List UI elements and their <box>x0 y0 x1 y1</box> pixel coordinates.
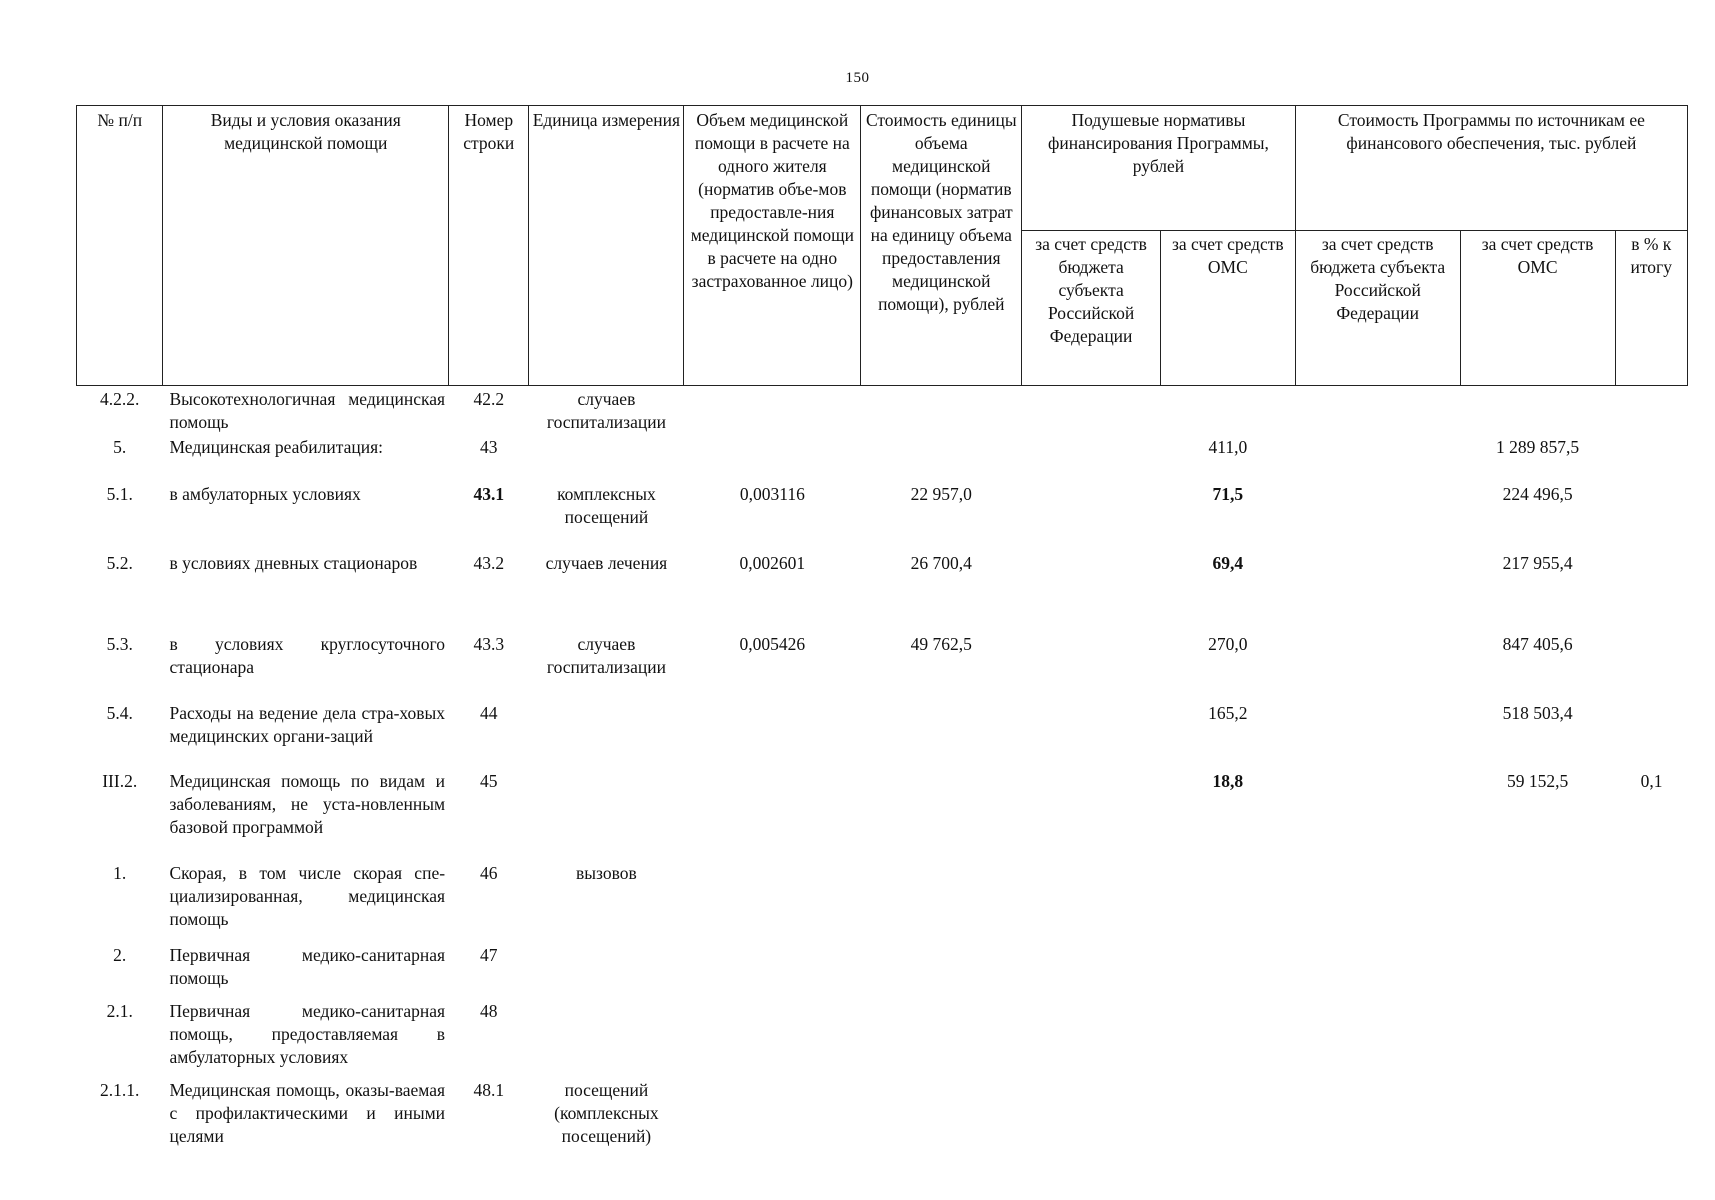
header-cost-oms: за счет средств ОМС <box>1460 231 1615 386</box>
row-line: 43.1 <box>473 484 505 504</box>
row-cost <box>861 860 1022 942</box>
row-line: 46 <box>480 863 498 883</box>
row-pc-budget <box>1022 998 1161 1077</box>
table-row <box>77 700 1688 768</box>
row-cost <box>861 942 1022 998</box>
row-pc-budget <box>1022 1077 1161 1152</box>
table-header <box>77 106 1688 386</box>
row-cost: 49 762,5 <box>910 634 972 654</box>
table-row <box>77 860 1688 942</box>
row-name: в амбулаторных условиях <box>169 484 361 504</box>
row-percent <box>1615 998 1688 1077</box>
row-c-budget <box>1295 481 1460 550</box>
row-pc-budget <box>1022 631 1161 700</box>
header-per-capita-budget: за счет средств бюджета субъекта Российской Федерации <box>1022 231 1161 386</box>
row-c-budget <box>1295 550 1460 631</box>
row-cost: 26 700,4 <box>910 553 972 573</box>
row-c-oms <box>1460 1077 1615 1152</box>
row-c-oms: 217 955,4 <box>1502 553 1573 573</box>
row-percent <box>1615 631 1688 700</box>
row-percent <box>1615 434 1688 481</box>
row-num: 5.4. <box>106 703 133 723</box>
program-cost-table <box>76 105 1688 1152</box>
table-row <box>77 768 1688 860</box>
row-line: 43.2 <box>473 553 505 573</box>
row-percent: 0,1 <box>1640 771 1663 791</box>
row-percent <box>1615 550 1688 631</box>
row-volume <box>684 768 861 860</box>
row-volume <box>684 434 861 481</box>
table-body <box>77 386 1688 1153</box>
row-cost <box>861 434 1022 481</box>
row-unit: случаев госпитализации <box>546 634 666 677</box>
row-name: Расходы на ведение дела стра-ховых медицинских органи-заций <box>169 703 446 746</box>
table-row <box>77 434 1688 481</box>
row-name: Скорая, в том числе скорая спе-циализированная, медицинская помощь <box>169 863 446 929</box>
row-c-oms: 1 289 857,5 <box>1496 437 1580 457</box>
row-pc-oms <box>1160 942 1295 998</box>
row-line: 47 <box>480 945 498 965</box>
row-line: 48 <box>480 1001 498 1021</box>
row-volume <box>684 700 861 768</box>
row-unit: посещений (комплексных посещений) <box>554 1080 659 1146</box>
row-pc-budget <box>1022 700 1161 768</box>
row-num: 2.1. <box>106 1001 133 1021</box>
table-row <box>77 386 1688 435</box>
row-name: Медицинская помощь, оказы-ваемая с профилактическими и иными целями <box>169 1080 446 1146</box>
header-program-cost-group: Стоимость Программы по источникам ее финансового обеспечения, тыс. рублей <box>1295 106 1687 231</box>
row-line: 48.1 <box>473 1080 505 1100</box>
row-num: 5.3. <box>106 634 133 654</box>
row-cost <box>861 386 1022 435</box>
row-c-budget <box>1295 998 1460 1077</box>
header-cost-budget: за счет средств бюджета субъекта Российской Федерации <box>1295 231 1460 386</box>
row-line: 42.2 <box>473 389 505 409</box>
page-number: 150 <box>845 70 870 86</box>
row-c-budget <box>1295 1077 1460 1152</box>
row-cost <box>861 768 1022 860</box>
row-unit: комплексных посещений <box>557 484 656 527</box>
header-line: Номер строки <box>449 106 529 386</box>
row-pc-oms <box>1160 998 1295 1077</box>
row-c-budget <box>1295 768 1460 860</box>
row-num: 2.1.1. <box>100 1080 140 1100</box>
row-unit <box>529 998 684 1077</box>
header-per-capita-group: Подушевые нормативы финансирования Программы, рублей <box>1022 106 1296 231</box>
row-num: 5.2. <box>106 553 133 573</box>
row-percent <box>1615 860 1688 942</box>
row-c-oms: 59 152,5 <box>1506 771 1569 791</box>
header-cost: Стоимость единицы объема медицинской помощи (норматив финансовых затрат на единицу объема предоставления медицинской помощи), рублей <box>861 106 1022 386</box>
row-cost <box>861 998 1022 1077</box>
row-name: Первичная медико-санитарная помощь, предоставляемая в амбулаторных условиях <box>169 1001 446 1067</box>
row-unit: вызовов <box>576 863 637 883</box>
row-num: 4.2.2. <box>100 389 140 409</box>
row-volume <box>684 860 861 942</box>
row-percent <box>1615 386 1688 435</box>
row-pc-budget <box>1022 768 1161 860</box>
row-num: 5. <box>113 437 127 457</box>
row-num: III.2. <box>102 771 138 791</box>
row-line: 45 <box>480 771 498 791</box>
row-pc-budget <box>1022 860 1161 942</box>
row-pc-budget <box>1022 386 1161 435</box>
row-volume: 0,003116 <box>739 484 805 504</box>
row-unit <box>529 942 684 998</box>
row-line: 43.3 <box>473 634 505 654</box>
row-pc-oms <box>1160 386 1295 435</box>
row-c-oms: 847 405,6 <box>1502 634 1573 654</box>
row-pc-budget <box>1022 434 1161 481</box>
table-row <box>77 481 1688 550</box>
row-c-budget <box>1295 860 1460 942</box>
row-c-oms: 518 503,4 <box>1502 703 1573 723</box>
row-pc-oms <box>1160 860 1295 942</box>
row-num: 2. <box>113 945 127 965</box>
row-volume <box>684 1077 861 1152</box>
row-unit: случаев госпитализации <box>546 389 666 432</box>
row-c-oms <box>1460 860 1615 942</box>
header-kind: Виды и условия оказания медицинской помощи <box>163 106 449 386</box>
row-pc-oms: 270,0 <box>1208 634 1248 654</box>
row-num: 5.1. <box>106 484 133 504</box>
row-unit: случаев лечения <box>545 553 668 573</box>
row-pc-oms <box>1160 1077 1295 1152</box>
header-num: № п/п <box>77 106 163 386</box>
row-pc-oms: 411,0 <box>1208 437 1248 457</box>
row-line: 43 <box>480 437 498 457</box>
row-volume <box>684 386 861 435</box>
row-c-oms: 224 496,5 <box>1502 484 1573 504</box>
row-cost: 22 957,0 <box>910 484 972 504</box>
row-percent <box>1615 1077 1688 1152</box>
row-c-budget <box>1295 386 1460 435</box>
table-row <box>77 550 1688 631</box>
row-pc-oms: 71,5 <box>1212 484 1244 504</box>
row-volume <box>684 942 861 998</box>
row-name: Медицинская реабилитация: <box>169 437 384 457</box>
row-pc-oms: 18,8 <box>1212 771 1244 791</box>
row-line: 44 <box>480 703 498 723</box>
row-cost <box>861 700 1022 768</box>
row-unit <box>529 700 684 768</box>
row-name: Медицинская помощь по видам и заболеваниям, не уста-новленным базовой программой <box>169 771 446 837</box>
header-per-capita-oms: за счет средств ОМС <box>1160 231 1295 386</box>
table-row <box>77 998 1688 1077</box>
header-percent: в % к итогу <box>1615 231 1688 386</box>
row-pc-oms: 69,4 <box>1212 553 1244 573</box>
row-name: Высокотехнологичная медицинская помощь <box>169 389 446 432</box>
row-volume <box>684 998 861 1077</box>
row-c-budget <box>1295 434 1460 481</box>
row-pc-budget <box>1022 481 1161 550</box>
row-c-oms <box>1460 942 1615 998</box>
row-pc-oms: 165,2 <box>1208 703 1248 723</box>
table-row <box>77 631 1688 700</box>
row-c-budget <box>1295 700 1460 768</box>
header-unit: Единица измерения <box>529 106 684 386</box>
row-name: в условиях круглосуточного стационара <box>169 634 446 677</box>
row-unit <box>529 434 684 481</box>
row-unit <box>529 768 684 860</box>
table-row <box>77 942 1688 998</box>
row-pc-budget <box>1022 942 1161 998</box>
row-c-oms <box>1460 386 1615 435</box>
row-percent <box>1615 942 1688 998</box>
row-name: в условиях дневных стационаров <box>169 553 418 573</box>
header-volume: Объем медицинской помощи в расчете на одного жителя (норматив объе-мов предоставле-ния медицинской помощи в расчете на одно застрахованное лицо) <box>684 106 861 386</box>
row-num: 1. <box>113 863 127 883</box>
row-name: Первичная медико-санитарная помощь <box>169 945 446 988</box>
row-percent <box>1615 481 1688 550</box>
row-volume: 0,002601 <box>739 553 806 573</box>
row-percent <box>1615 700 1688 768</box>
row-c-oms <box>1460 998 1615 1077</box>
table-row <box>77 1077 1688 1152</box>
row-pc-budget <box>1022 550 1161 631</box>
row-volume: 0,005426 <box>739 634 806 654</box>
row-cost <box>861 1077 1022 1152</box>
row-c-budget <box>1295 631 1460 700</box>
row-c-budget <box>1295 942 1460 998</box>
